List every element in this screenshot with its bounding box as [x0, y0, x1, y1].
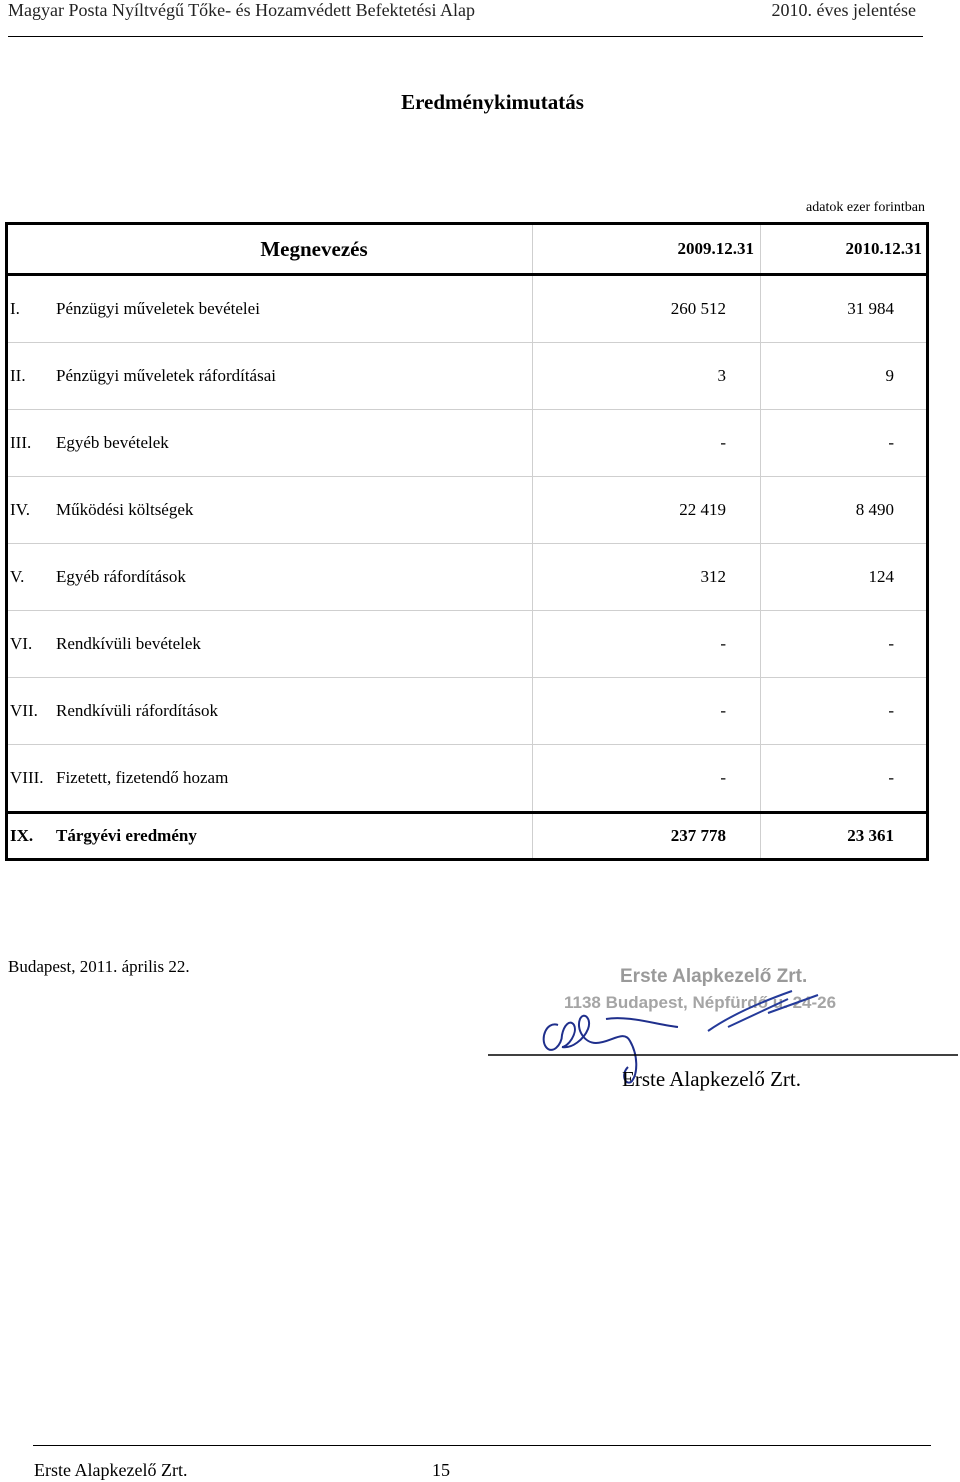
row-name: Egyéb bevételek: [56, 410, 533, 477]
row-number: V.: [7, 544, 57, 611]
row-name: Rendkívüli bevételek: [56, 611, 533, 678]
row-number: II.: [7, 343, 57, 410]
table-header-row: [7, 224, 928, 275]
stamp-line-1: Erste Alapkezelő Zrt.: [620, 966, 808, 987]
column-header-name: Megnevezés: [56, 224, 533, 275]
column-header-2010: 2010.12.31: [761, 224, 928, 275]
row-value-2009: -: [533, 678, 761, 745]
row-value-2010: -: [761, 678, 928, 745]
header-fund-name: Magyar Posta Nyíltvégű Tőke- és Hozamvédett Befektetési Alap: [8, 0, 476, 20]
table-row: [7, 410, 928, 477]
footer-divider: [33, 1445, 931, 1446]
header-report-name: 2010. éves jelentése: [771, 0, 916, 20]
row-number: VIII.: [7, 745, 57, 813]
row-name: Pénzügyi műveletek ráfordításai: [56, 343, 533, 410]
income-statement-table: [5, 222, 929, 861]
header-divider: [8, 36, 923, 37]
row-name: Fizetett, fizetendő hozam: [56, 745, 533, 813]
table-row: [7, 343, 928, 410]
signatory-name: Erste Alapkezelő Zrt.: [622, 1067, 802, 1091]
row-number: VI.: [7, 611, 57, 678]
row-value-2009: -: [533, 611, 761, 678]
page-number: 15: [432, 1460, 450, 1480]
total-value-2009: 237 778: [533, 813, 761, 860]
row-value-2009: 260 512: [533, 275, 761, 343]
row-number: I.: [7, 275, 57, 343]
table-row: [7, 544, 928, 611]
row-name: Működési költségek: [56, 477, 533, 544]
table-row: [7, 611, 928, 678]
row-name: Egyéb ráfordítások: [56, 544, 533, 611]
row-number: III.: [7, 410, 57, 477]
total-number: IX.: [10, 826, 34, 845]
column-header-2009: 2009.12.31: [533, 224, 761, 275]
table-row: [7, 745, 928, 813]
row-number: IV.: [7, 477, 57, 544]
row-value-2010: 124: [761, 544, 928, 611]
row-value-2009: -: [533, 410, 761, 477]
table-total-row: [7, 813, 928, 860]
total-value-2010: 23 361: [761, 813, 928, 860]
table-row: [7, 678, 928, 745]
row-value-2010: 8 490: [761, 477, 928, 544]
table-row: [7, 477, 928, 544]
row-name: Pénzügyi műveletek bevételei: [56, 275, 533, 343]
row-number: VII.: [7, 678, 57, 745]
footer-company: Erste Alapkezelő Zrt.: [34, 1460, 188, 1480]
row-value-2010: -: [761, 745, 928, 813]
row-value-2009: 22 419: [533, 477, 761, 544]
place-date: Budapest, 2011. április 22.: [8, 957, 190, 976]
row-value-2009: 3: [533, 343, 761, 410]
row-name: Rendkívüli ráfordítások: [56, 678, 533, 745]
row-value-2010: 9: [761, 343, 928, 410]
table-row: [7, 275, 928, 343]
row-value-2009: -: [533, 745, 761, 813]
total-name: Tárgyévi eredmény: [56, 826, 197, 845]
stamp-line-2: 1138 Budapest, Népfürdő u. 24-26: [564, 993, 837, 1012]
row-value-2010: 31 984: [761, 275, 928, 343]
header-num-cell: [7, 224, 57, 275]
row-value-2009: 312: [533, 544, 761, 611]
unit-note: adatok ezer forintban: [806, 200, 925, 215]
row-value-2010: -: [761, 410, 928, 477]
page-title: Eredménykimutatás: [401, 90, 584, 114]
row-value-2010: -: [761, 611, 928, 678]
